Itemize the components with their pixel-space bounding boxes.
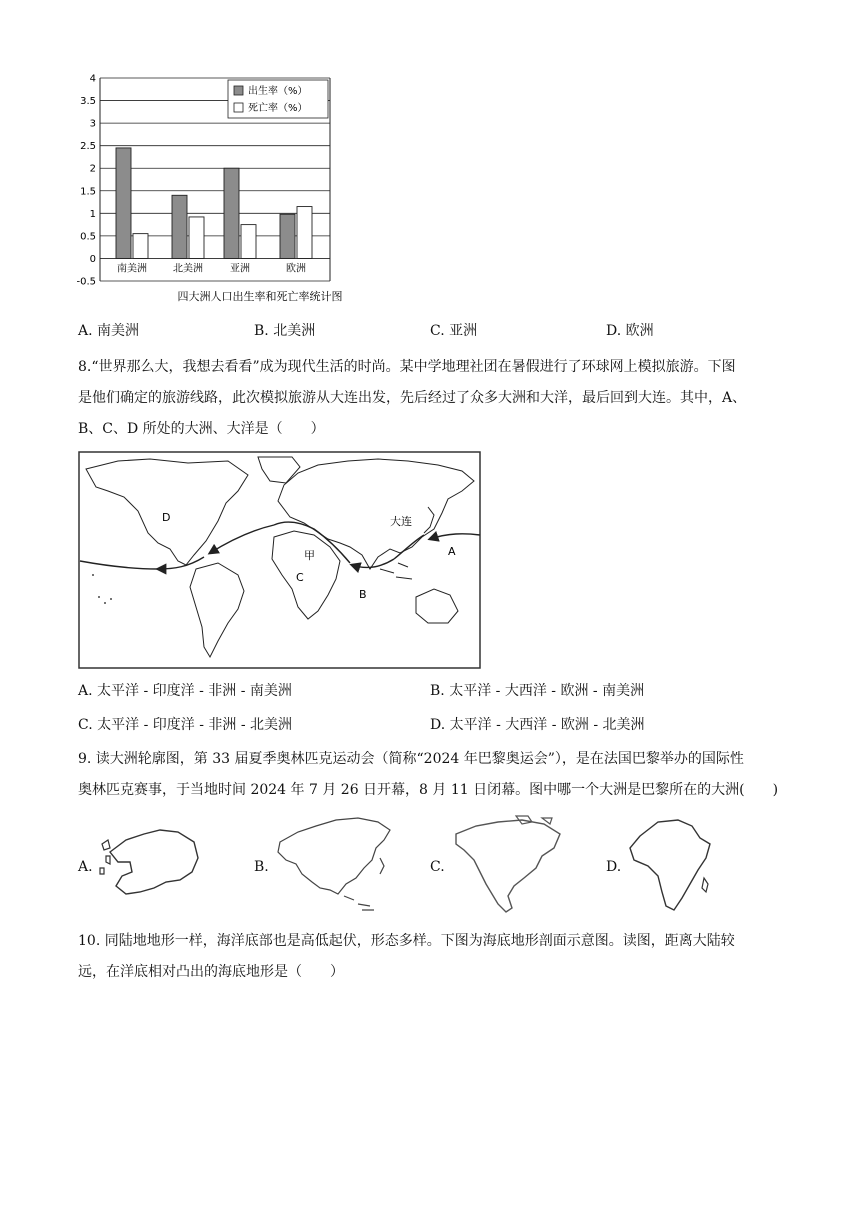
death-rate-bar (241, 225, 256, 259)
y-tick-labels (76, 74, 96, 288)
bars (116, 148, 312, 259)
europe-outline-image[interactable] (96, 822, 206, 900)
q7-option-d[interactable]: D. 欧洲 (606, 323, 654, 339)
birth-rate-bar (280, 214, 295, 258)
birth-rate-bar (172, 195, 187, 258)
map-frame (79, 452, 480, 668)
q10-question-line-2: 远，在洋底相对凸出的海底地形是（ ） (78, 964, 344, 980)
category-labels (117, 261, 306, 274)
asia-outline-image[interactable] (272, 812, 396, 916)
y-tick-label: 1 (89, 208, 96, 220)
q7-option-b[interactable]: B. 北美洲 (254, 323, 316, 339)
birth-rate-bar (116, 148, 131, 259)
q8-question-line-3: B、C、D 所处的大洲、大洋是（ ） (78, 421, 325, 437)
q10-question-line-1: 10. 同陆地地形一样，海洋底部也是高低起伏，形态多样。下图为海底地形剖面示意图。读图，距离大陆较 (78, 933, 735, 949)
chart-title: 四大洲人口出生率和死亡率统计图 (177, 290, 343, 303)
y-tick-label: 0.5 (80, 231, 96, 243)
q9-option-c-label[interactable]: C. (430, 859, 445, 875)
q8-option-d[interactable]: D. 太平洋 - 大西洋 - 欧洲 - 北美洲 (430, 717, 645, 733)
label-b: B (359, 588, 367, 601)
legend-label: 出生率（%） (248, 86, 308, 97)
north-america-outline-image[interactable] (446, 812, 570, 918)
legend-swatch (234, 103, 243, 112)
label-d: D (162, 511, 171, 524)
death-rate-bar (133, 234, 148, 259)
label-c: C (296, 571, 304, 584)
category-label: 欧洲 (286, 263, 306, 275)
y-tick-label: 3 (89, 118, 96, 130)
q9-option-d-label[interactable]: D. (606, 859, 622, 875)
label-dalian: 大连 (390, 515, 412, 528)
q8-question-line-1: 8.“世界那么大，我想去看看”成为现代生活的时尚。某中学地理社团在暑假进行了环球网上模拟旅游。下图 (78, 359, 736, 375)
q7-option-c[interactable]: C. 亚洲 (430, 323, 478, 339)
category-label: 亚洲 (230, 263, 250, 275)
label-a: A (448, 545, 456, 558)
chart-svg (70, 68, 350, 308)
q9-question-line-2: 奥林匹克赛事，于当地时间 2024 年 7 月 26 日开幕，8 月 11 日闭幕。图中哪一个大洲是巴黎所在的大洲( ) (78, 782, 779, 798)
world-route-map (78, 451, 482, 671)
y-tick-label: -0.5 (76, 276, 96, 288)
birth-rate-bar (224, 168, 239, 258)
birth-death-rate-chart (70, 68, 350, 308)
category-label: 北美洲 (173, 263, 203, 275)
q9-question-line-1: 9. 读大洲轮廓图，第 33 届夏季奥林匹克运动会（简称“2024 年巴黎奥运会”），是在法国巴黎举办的国际性 (78, 751, 744, 767)
q8-option-a[interactable]: A. 太平洋 - 印度洋 - 非洲 - 南美洲 (78, 683, 292, 699)
q8-option-c[interactable]: C. 太平洋 - 印度洋 - 非洲 - 北美洲 (78, 717, 293, 733)
death-rate-bar (297, 207, 312, 259)
y-tick-label: 4 (89, 73, 96, 85)
q7-option-a[interactable]: A. 南美洲 (78, 323, 140, 339)
world-map-svg (78, 451, 482, 671)
death-rate-bar (189, 217, 204, 259)
y-tick-label: 3.5 (80, 96, 96, 108)
y-tick-label: 2 (89, 163, 96, 175)
legend (228, 80, 328, 118)
category-label: 南美洲 (117, 263, 147, 275)
q9-option-a-label[interactable]: A. (78, 859, 93, 875)
legend-swatch (234, 86, 243, 95)
q9-option-b-label[interactable]: B. (254, 859, 269, 875)
y-tick-label: 0 (89, 253, 96, 265)
legend-label: 死亡率（%） (248, 103, 308, 114)
y-tick-label: 2.5 (80, 141, 96, 153)
q8-option-b[interactable]: B. 太平洋 - 大西洋 - 欧洲 - 南美洲 (430, 683, 645, 699)
y-tick-label: 1.5 (80, 186, 96, 198)
africa-outline-image[interactable] (622, 814, 722, 914)
q8-question-line-2: 是他们确定的旅游线路，此次模拟旅游从大连出发，先后经过了众多大洲和大洋，最后回到大连。其中，A、 (78, 390, 747, 406)
label-jia: 甲 (304, 549, 315, 562)
